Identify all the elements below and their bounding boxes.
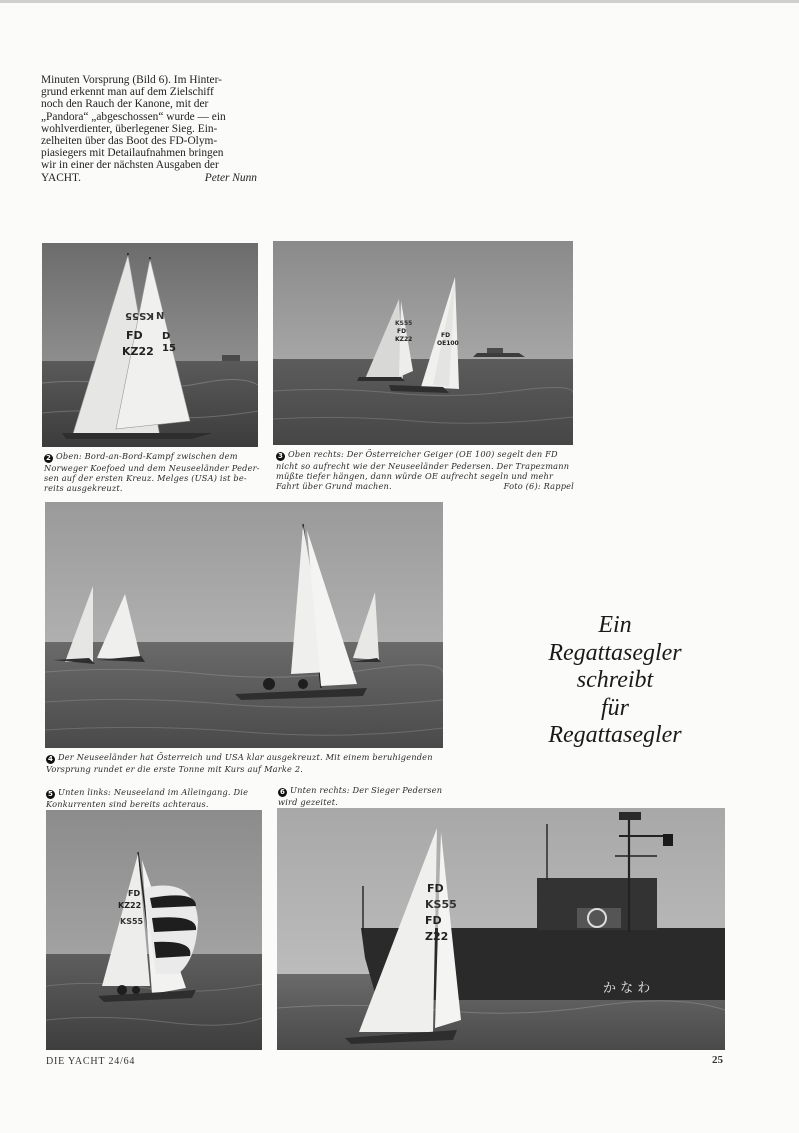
intro-paragraph xyxy=(41,74,257,184)
intro-line: Minuten Vorsprung (Bild 6). Im Hinter- xyxy=(41,74,222,86)
caption-4 xyxy=(46,752,446,774)
caption-line: Der Neuseeländer hat Österreich und USA klar ausgekreuzt. Mit einem beruhigenden xyxy=(58,752,433,762)
photo-3-image xyxy=(273,241,573,445)
photo-5 xyxy=(46,810,262,1050)
sail-number: FD xyxy=(126,329,143,342)
headline-line: für xyxy=(600,694,629,721)
sail-number: KS55 xyxy=(395,320,413,327)
sail-number: D xyxy=(162,331,171,342)
sail-number: KZ22 xyxy=(122,345,154,358)
sail-number: FD xyxy=(441,332,451,339)
caption-number-badge: 5 xyxy=(47,790,54,798)
author-name: Peter Nunn xyxy=(204,171,257,184)
intro-line: piasiegers mit Detailaufnahmen bringen xyxy=(41,147,224,160)
caption-line: Fahrt über Grund machen. xyxy=(276,481,392,491)
sail-number: Z22 xyxy=(425,930,449,943)
intro-line: noch den Rauch der Kanone, mit der xyxy=(41,98,209,111)
caption-number-badge: 3 xyxy=(277,452,284,460)
caption-6 xyxy=(278,785,478,807)
photo-credit: Foto (6): Rappel xyxy=(503,481,574,491)
caption-5 xyxy=(46,787,266,809)
intro-line: YACHT. xyxy=(41,171,81,184)
sail-number: KZ22 xyxy=(118,901,142,910)
caption-3 xyxy=(276,449,574,491)
caption-line: Oben rechts: Der Österreicher Geiger (OE 100) segelt den FD xyxy=(288,449,558,459)
headline-line: schreibt xyxy=(576,667,654,693)
photo-2 xyxy=(42,243,258,447)
photo-5-image xyxy=(46,810,262,1050)
sail-number: KS55 xyxy=(425,898,457,911)
photo-4 xyxy=(45,502,443,748)
sail-number: FD xyxy=(128,889,141,898)
caption-line: Unten links: Neuseeland im Alleingang. Die xyxy=(58,787,249,797)
caption-2 xyxy=(44,451,260,493)
sail-number: FD xyxy=(425,914,442,927)
caption-line: Oben: Bord-an-Bord-Kampf zwischen dem xyxy=(56,451,238,461)
intro-line: „Pandora“ „abgeschossen“ wurde — ein xyxy=(41,110,226,123)
sail-number: KZ22 xyxy=(395,336,413,343)
caption-number-badge: 2 xyxy=(45,454,52,462)
photo-3 xyxy=(273,241,573,445)
sail-number: KS55 xyxy=(125,310,154,321)
headline-line: Regattasegler xyxy=(548,639,682,666)
caption-line: Norweger Koefoed und dem Neuseeländer Peder- xyxy=(44,463,260,473)
caption-line: müßte tiefer hängen, dann würde OE aufrecht segeln und mehr xyxy=(276,471,554,481)
caption-line: wird gezeitet. xyxy=(278,797,339,807)
sail-number: FD xyxy=(397,328,407,335)
sail-number: OE100 xyxy=(437,340,459,347)
caption-number-badge: 4 xyxy=(47,755,54,763)
headline-line: Ein xyxy=(598,612,632,638)
headline xyxy=(530,612,700,750)
photo-4-image xyxy=(45,502,443,748)
headline-line: Regattasegler xyxy=(548,722,682,748)
caption-line: sen auf der ersten Kreuz. Melges (USA) ist be- xyxy=(44,473,247,483)
intro-line: wir in einer der nächsten Ausgaben der xyxy=(41,159,219,172)
photo-6-image xyxy=(277,808,725,1050)
sail-number: KS55 xyxy=(120,917,144,926)
caption-line: Unten rechts: Der Sieger Pedersen xyxy=(290,785,443,795)
page-number: 25 xyxy=(712,1054,723,1066)
caption-line: nicht so aufrecht wie der Neuseeländer Pedersen. Der Trapezmann xyxy=(276,461,570,471)
intro-line: zelheiten über das Boot des FD-Olym- xyxy=(41,135,218,148)
caption-line: reits ausgekreuzt. xyxy=(44,483,123,493)
sail-number: N xyxy=(156,311,165,322)
hull-lettering: か な わ xyxy=(603,981,651,996)
photo-6 xyxy=(277,808,725,1050)
page-top-edge xyxy=(0,0,799,3)
magazine-issue: DIE YACHT 24/64 xyxy=(46,1056,136,1067)
intro-line: wohlverdienter, überlegener Sieg. Ein- xyxy=(41,122,218,135)
caption-line: Konkurrenten sind bereits achteraus. xyxy=(46,799,209,809)
photo-2-image xyxy=(42,243,258,447)
sail-number: 15 xyxy=(162,343,176,354)
caption-number-badge: 6 xyxy=(279,788,286,796)
caption-line: Vorsprung rundet er die erste Tonne mit Kurs auf Marke 2. xyxy=(46,764,304,774)
intro-last-line xyxy=(41,172,257,184)
intro-line: grund erkennt man auf dem Zielschiff xyxy=(41,86,214,99)
sail-number: FD xyxy=(427,882,444,895)
